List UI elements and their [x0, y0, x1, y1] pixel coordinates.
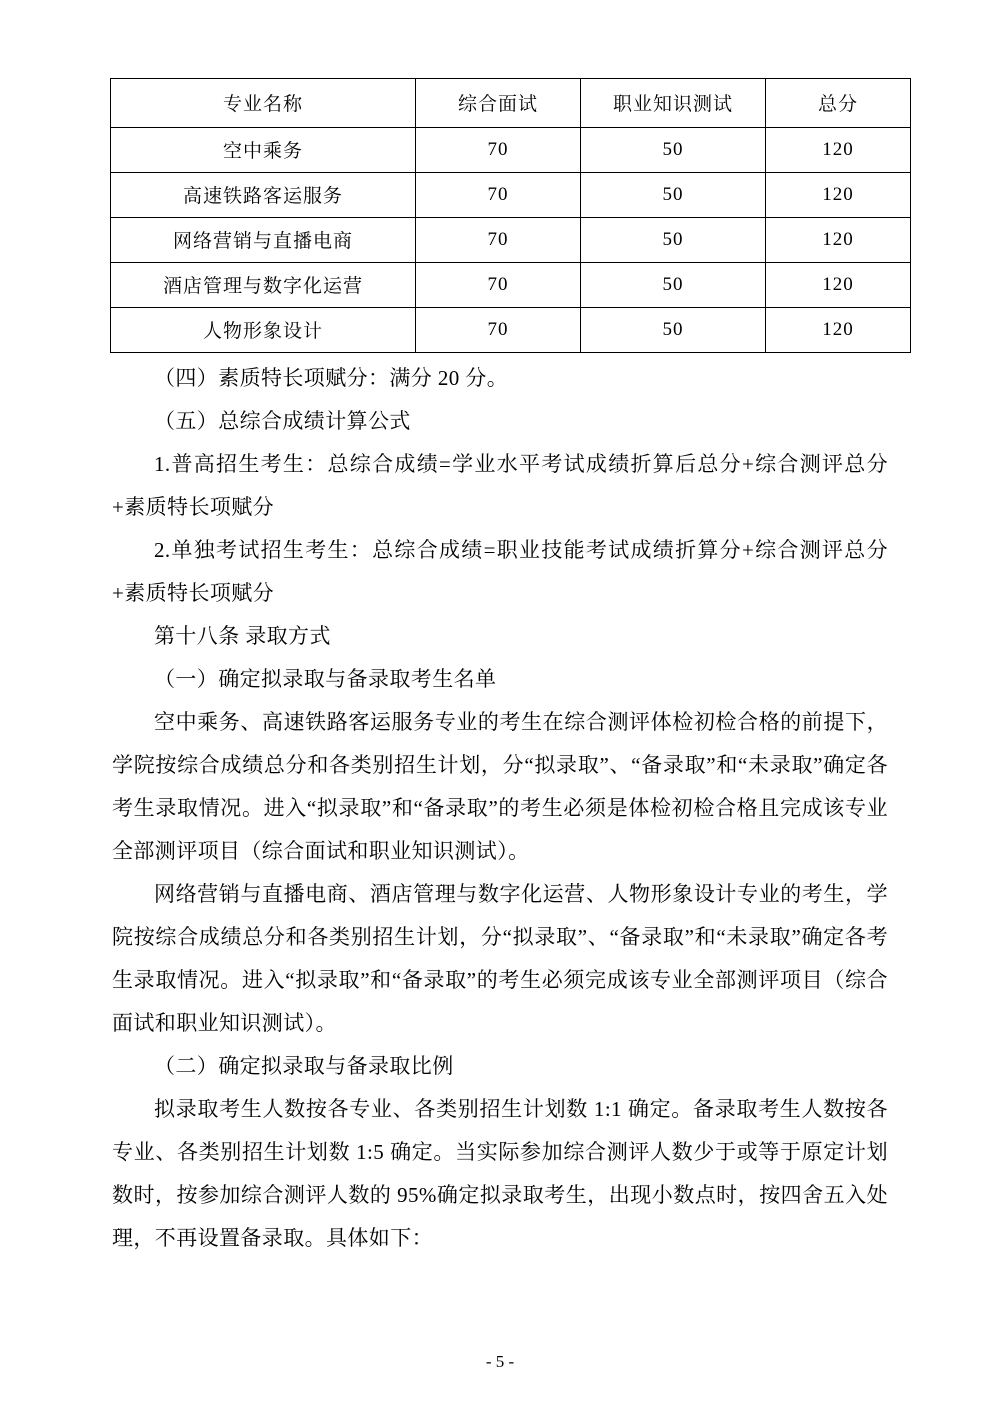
paragraph-formula-heading: （五）总综合成绩计算公式 [154, 409, 411, 433]
cell-interview: 70 [416, 218, 581, 263]
body-text [112, 357, 888, 1260]
cell-knowledge: 50 [581, 263, 766, 308]
table-header-row [111, 79, 911, 128]
cell-major: 人物形象设计 [111, 308, 416, 353]
page-footer [0, 1352, 1000, 1372]
table-row [111, 263, 911, 308]
paragraph-ratio-heading: （二）确定拟录取与备录取比例 [154, 1054, 454, 1078]
cell-total: 120 [766, 173, 911, 218]
paragraph-article-18: 第十八条 录取方式 [154, 624, 331, 648]
paragraph-admission-list-heading: （一）确定拟录取与备录取考生名单 [154, 667, 497, 691]
table-header-interview: 综合面试 [416, 79, 581, 128]
score-table [110, 78, 911, 353]
paragraph-other-majors-rules: 网络营销与直播电商、酒店管理与数字化运营、人物形象设计专业的考生，学院按综合成绩总分和各类别招生计划，分“拟录取”、“备录取”和“未录取”确定各考生录取情况。进入“拟录取”和“备录取”的考生必须完成该专业全部测评项目（综合面试和职业知识测试）。 [112, 882, 888, 1035]
cell-total: 120 [766, 128, 911, 173]
cell-major: 高速铁路客运服务 [111, 173, 416, 218]
cell-total: 120 [766, 263, 911, 308]
cell-interview: 70 [416, 263, 581, 308]
cell-total: 120 [766, 218, 911, 263]
paragraph-formula-general: 1.普高招生考生：总综合成绩=学业水平考试成绩折算后总分+综合测评总分+素质特长项赋分 [112, 452, 888, 519]
table-header-major: 专业名称 [111, 79, 416, 128]
paragraph-quality-bonus: （四）素质特长项赋分：满分 20 分。 [154, 366, 509, 390]
cell-knowledge: 50 [581, 308, 766, 353]
table-body [111, 128, 911, 353]
cell-major: 网络营销与直播电商 [111, 218, 416, 263]
paragraph-aviation-rail-rules: 空中乘务、高速铁路客运服务专业的考生在综合测评体检初检合格的前提下，学院按综合成绩总分和各类别招生计划，分“拟录取”、“备录取”和“未录取”确定各考生录取情况。进入“拟录取”和“备录取”的考生必须是体检初检合格且完成该专业全部测评项目（综合面试和职业知识测试）。 [112, 710, 888, 863]
table-row [111, 218, 911, 263]
cell-major: 空中乘务 [111, 128, 416, 173]
paragraph-formula-single-exam: 2.单独考试招生考生：总综合成绩=职业技能考试成绩折算分+综合测评总分+素质特长项赋分 [112, 538, 888, 605]
table-row [111, 173, 911, 218]
table-header-total: 总分 [766, 79, 911, 128]
cell-interview: 70 [416, 128, 581, 173]
cell-knowledge: 50 [581, 218, 766, 263]
cell-total: 120 [766, 308, 911, 353]
cell-knowledge: 50 [581, 173, 766, 218]
cell-major: 酒店管理与数字化运营 [111, 263, 416, 308]
table-row [111, 308, 911, 353]
paragraph-ratio-rules: 拟录取考生人数按各专业、各类别招生计划数 1:1 确定。备录取考生人数按各专业、各类别招生计划数 1:5 确定。当实际参加综合测评人数少于或等于原定计划数时，按参加综合测评人数的 95%确定拟录取考生，出现小数点时，按四舍五入处理，不再设置备录取。具体如下： [112, 1097, 888, 1250]
table-header-knowledge: 职业知识测试 [581, 79, 766, 128]
page-number: - 5 - [485, 1352, 515, 1371]
table-header [111, 79, 911, 128]
cell-interview: 70 [416, 173, 581, 218]
table-row [111, 128, 911, 173]
cell-interview: 70 [416, 308, 581, 353]
cell-knowledge: 50 [581, 128, 766, 173]
